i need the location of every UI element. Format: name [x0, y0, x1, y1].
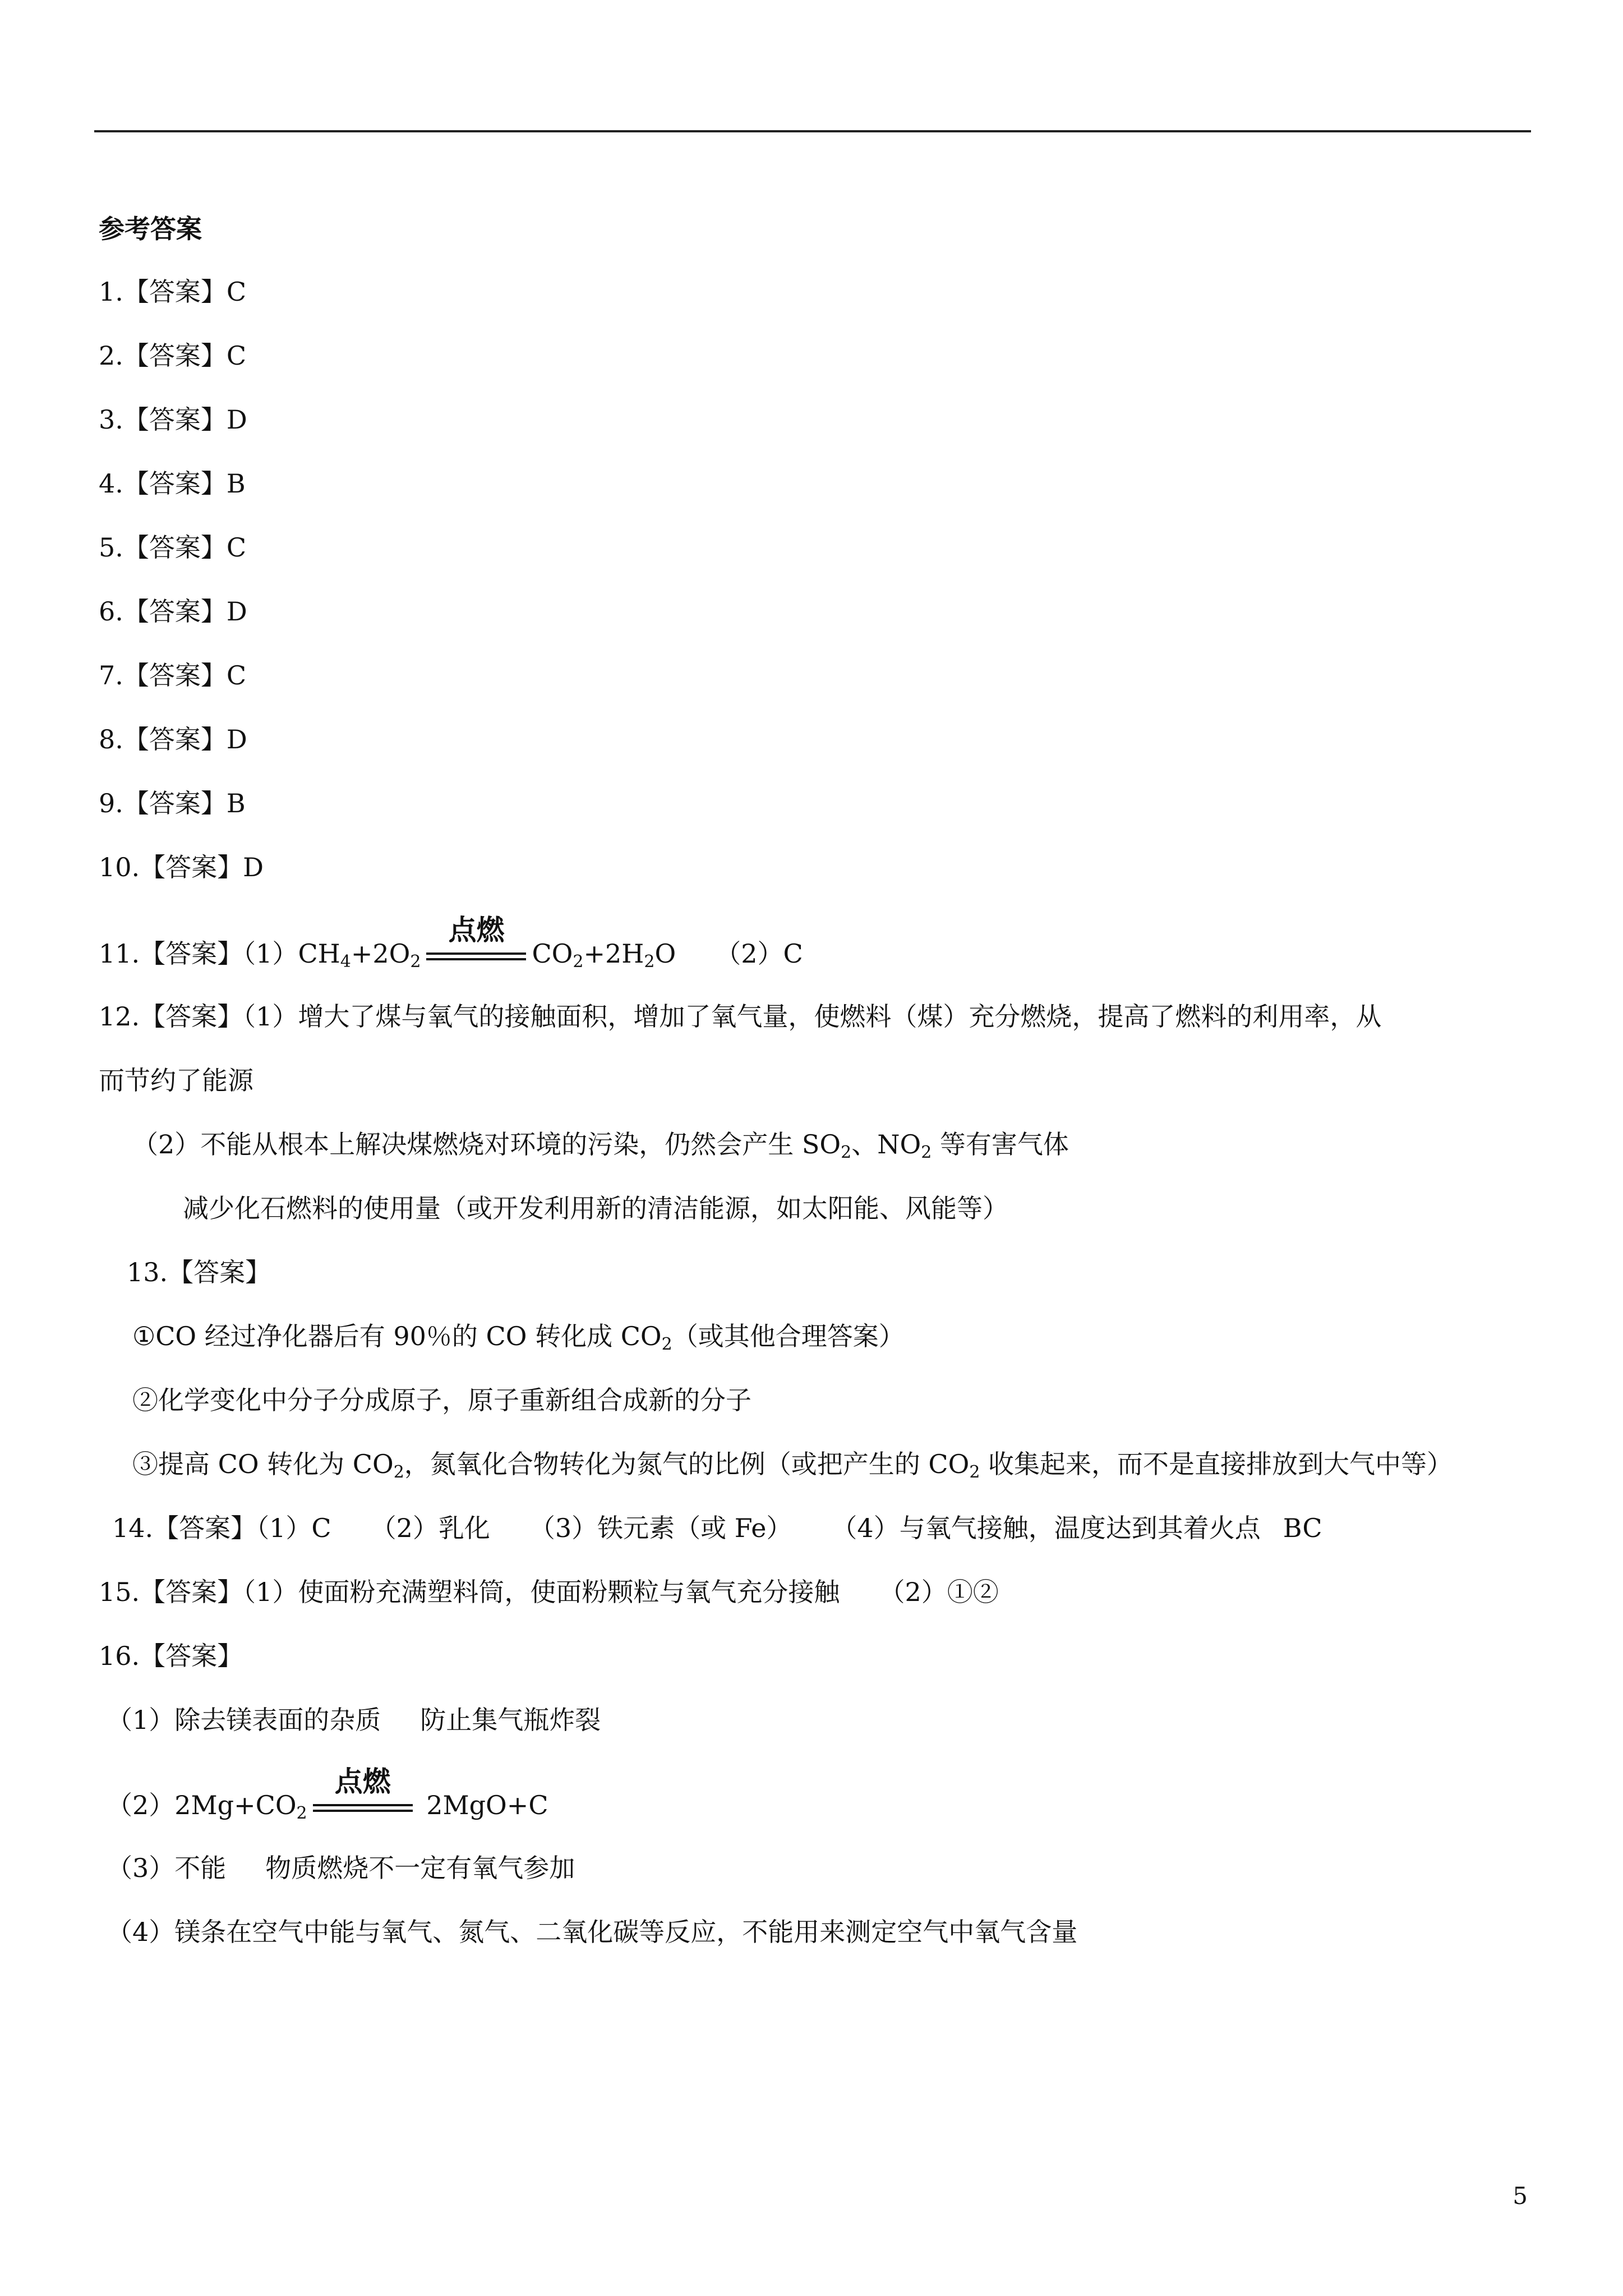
reaction-condition-arrow: 点燃	[310, 1791, 416, 1824]
answer-line-15: 15.【答案】（1）使面粉充满塑料筒，使面粉颗粒与氧气充分接触 （2）①②	[99, 1577, 999, 1607]
answer-line-9: 9.【答案】B	[99, 788, 246, 818]
answer-line-6: 6.【答案】D	[99, 596, 247, 627]
answer-16-part4: （4）镁条在空气中能与氧气、氮气、二氧化碳等反应，不能用来测定空气中氧气含量	[107, 1917, 1078, 1947]
answer-16-part3: （3）不能 物质燃烧不一定有氧气参加	[107, 1853, 575, 1883]
page-number: 5	[1513, 2182, 1528, 2210]
answer-13-item3: ③提高 CO 转化为 $CO_2$，氮氧化合物转化为氮气的比例（或把产生的 $CO_2$ 收集起来，而不是直接排放到大气中等）	[132, 1449, 1453, 1482]
section-heading: 参考答案	[99, 214, 202, 244]
answer-line-3: 3.【答案】D	[99, 404, 247, 435]
answer-line-14: 14.【答案】（1）C （2）乳化 （3）铁元素（或 Fe） （4）与氧气接触，温度达到其着火点 BC	[112, 1513, 1322, 1543]
reaction-condition-arrow: 点燃	[423, 939, 529, 973]
answer-line-5: 5.【答案】C	[99, 532, 247, 563]
answer-12-part2: （2）不能从根本上解决煤燃烧对环境的污染，仍然会产生 $SO_2$、$NO_2$ 等有害气体	[132, 1129, 1069, 1162]
answer-line-1: 1.【答案】C	[99, 277, 247, 307]
answer-13-item1: ①CO 经过净化器后有 90％的 CO 转化成 $CO_2$（或其他合理答案）	[132, 1321, 905, 1354]
answer-13-item2: ②化学变化中分子分成原子，原子重新组合成新的分子	[132, 1385, 751, 1415]
answer-line-8: 8.【答案】D	[99, 724, 247, 754]
answer-line-10: 10.【答案】D	[99, 852, 264, 882]
answer-12-part3: 减少化石燃料的使用量（或开发利用新的清洁能源，如太阳能、风能等）	[183, 1193, 1008, 1223]
answer-line-4: 4.【答案】B	[99, 468, 246, 499]
answer-line-12: 12.【答案】（1）增大了煤与氧气的接触面积，增加了氧气量，使燃料（煤）充分燃烧，提高了燃料的利用率，从	[99, 1001, 1382, 1032]
answer-line-16: 16.【答案】	[99, 1641, 243, 1671]
answer-line-7: 7.【答案】C	[99, 660, 247, 691]
answer-16-part2: $(2)2Mg+CO_2$ 点燃 2MgO+C	[107, 1765, 548, 1823]
answer-16-part1: （1）除去镁表面的杂质 防止集气瓶炸裂	[107, 1705, 601, 1735]
header-rule	[94, 130, 1531, 132]
answer-line-2: 2.【答案】C	[99, 341, 247, 371]
answer-line-13: 13.【答案】	[127, 1257, 271, 1287]
answer-12-continued: 而节约了能源	[99, 1065, 253, 1096]
answer-line-11: 11.【答案】$(1)CH_4+2O_2$ 点燃 $CO_2+2H_2O$ （2）C	[99, 914, 803, 972]
